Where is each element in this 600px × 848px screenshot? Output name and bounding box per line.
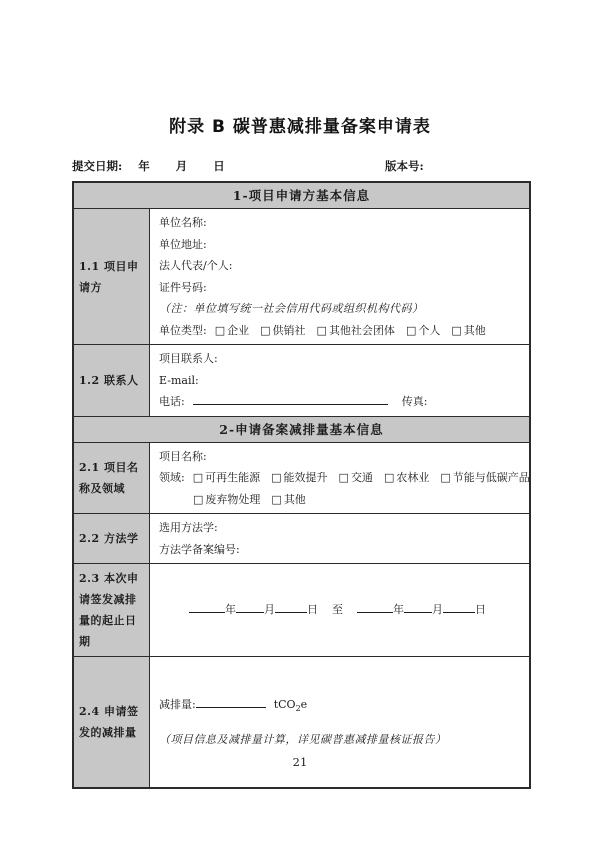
fax-label: 传真: [401, 395, 428, 408]
checkbox-label: 个人 [418, 323, 441, 337]
submit-date-label: 提交日期: [72, 159, 123, 173]
section2-header-row [74, 416, 529, 442]
end-year-blank[interactable] [357, 601, 393, 613]
row-2-3-label: 2.3 本次申请签发减排量的起止日期 [74, 564, 150, 656]
checkbox-label: 交通 [350, 471, 373, 484]
unit-code-note: （注：单位填写统一社会信用代码或组织机构代码） [159, 302, 424, 315]
day-label: 日 [213, 159, 225, 173]
checkbox-label: 企业 [227, 323, 250, 337]
checkbox-icon[interactable]: □ [214, 323, 226, 337]
unit-address-field[interactable]: 单位地址: [159, 237, 207, 251]
checkbox-option[interactable] [406, 324, 440, 337]
checkbox-icon[interactable]: □ [192, 471, 204, 484]
page-title: 附录 B 碳普惠减排量备案申请表 [169, 117, 431, 137]
end-year-label: 年 [393, 603, 404, 617]
methodology-field[interactable]: 选用方法学: [159, 521, 218, 534]
phone-label: 电话: [159, 395, 185, 408]
row-2-4-label: 2.4 申请签发的减排量 [74, 657, 150, 787]
unit-type-options [215, 324, 486, 337]
checkbox-icon[interactable]: □ [193, 492, 204, 506]
checkbox-icon[interactable]: □ [316, 323, 327, 337]
end-day-blank[interactable] [443, 601, 475, 613]
submission-meta-row [72, 158, 531, 176]
checkbox-icon[interactable]: □ [338, 471, 349, 484]
year-label: 年 [138, 159, 150, 173]
checkbox-icon[interactable]: □ [271, 471, 282, 484]
checkbox-option[interactable] [271, 471, 327, 484]
row-2-2-content [150, 514, 529, 563]
start-day-blank[interactable] [275, 601, 307, 613]
section1-header: 1-项目申请方基本信息 [74, 183, 529, 208]
end-month-blank[interactable] [404, 601, 432, 613]
project-contact-field[interactable]: 项目联系人: [159, 352, 218, 365]
row-1-1-content [150, 209, 529, 344]
checkbox-icon[interactable]: □ [383, 471, 395, 484]
phone-blank[interactable] [193, 393, 388, 405]
checkbox-option[interactable] [440, 471, 529, 484]
row-2-2-methodology [74, 513, 529, 563]
crediting-period-line [159, 599, 521, 621]
checkbox-option[interactable] [271, 493, 305, 506]
end-month-label: 月 [432, 603, 443, 617]
row-2-1-project-name-domain [74, 442, 529, 514]
domain-options-group2 [193, 493, 306, 506]
checkbox-icon[interactable]: □ [260, 323, 271, 337]
checkbox-label: 废弃物处理 [205, 492, 261, 506]
checkbox-label: 能效提升 [283, 471, 328, 484]
checkbox-label: 供销社 [272, 323, 306, 337]
legal-representative-field[interactable]: 法人代表/个人: [159, 259, 233, 272]
start-month-blank[interactable] [236, 601, 264, 613]
checkbox-option[interactable] [317, 324, 395, 337]
phone-fax-line [159, 391, 521, 413]
domain-options-group1 [193, 471, 530, 484]
row-2-1-label: 2.1 项目名称及领域 [74, 443, 150, 514]
checkbox-icon[interactable]: □ [440, 471, 451, 484]
reduction-amount-line [159, 694, 521, 720]
checkbox-label: 农林业 [396, 471, 430, 484]
reduction-label: 减排量: [159, 697, 196, 711]
id-number-field[interactable]: 证件号码: [159, 280, 207, 294]
section2-header: 2-申请备案减排量基本信息 [74, 417, 529, 442]
email-field[interactable]: E-mail: [159, 373, 199, 387]
unit-type-label: 单位类型: [159, 323, 207, 337]
to-label: 至 [332, 603, 343, 617]
section1-header-row [74, 183, 529, 208]
row-1-2-contact [74, 344, 529, 416]
checkbox-option[interactable] [384, 471, 429, 484]
row-2-3-content [150, 564, 529, 656]
checkbox-label: 可再生能源 [205, 471, 261, 484]
checkbox-option[interactable] [339, 471, 373, 484]
unit-type-line [159, 320, 521, 342]
application-form-table [72, 181, 531, 789]
checkbox-option[interactable] [260, 324, 305, 337]
end-day-label: 日 [475, 603, 486, 617]
row-1-2-label: 1.2 联系人 [74, 345, 150, 416]
checkbox-icon[interactable]: □ [271, 492, 282, 506]
domain-options-line2 [159, 489, 530, 511]
checkbox-label: 其他 [283, 492, 306, 506]
checkbox-option[interactable] [193, 493, 260, 506]
row-2-1-content [150, 443, 538, 514]
row-2-3-crediting-period [74, 563, 529, 656]
checkbox-label: 其他社会团体 [328, 323, 395, 337]
reduction-unit: tCO$_2$e [273, 697, 308, 714]
start-day-label: 日 [307, 603, 318, 617]
checkbox-option[interactable] [215, 324, 249, 337]
version-label: 版本号: [385, 159, 424, 173]
page-number: 21 [292, 755, 308, 769]
start-month-label: 月 [264, 603, 275, 617]
checkbox-option[interactable] [193, 471, 260, 484]
reduction-note: （项目信息及减排量计算，详见碳普惠减排量核证报告） [159, 732, 447, 746]
methodology-record-no-field[interactable]: 方法学备案编号: [159, 542, 240, 556]
start-year-label: 年 [225, 603, 236, 617]
checkbox-label: 节能与低碳产品 [452, 471, 530, 484]
row-1-2-content [150, 345, 529, 416]
checkbox-icon[interactable]: □ [405, 323, 417, 337]
month-label: 月 [175, 159, 188, 173]
domain-options-line1 [159, 467, 530, 489]
checkbox-icon[interactable]: □ [451, 323, 462, 337]
domain-label: 领域: [159, 471, 185, 484]
start-year-blank[interactable] [189, 601, 225, 613]
row-2-2-label: 2.2 方法学 [74, 514, 150, 563]
row-1-1-label: 1.1 项目申请方 [74, 209, 150, 344]
row-1-1-applicant [74, 208, 529, 344]
checkbox-option[interactable] [451, 324, 485, 337]
project-name-field[interactable]: 项目名称: [159, 449, 207, 463]
checkbox-label: 其他 [463, 323, 486, 337]
reduction-amount-blank[interactable] [196, 696, 266, 708]
unit-name-field[interactable]: 单位名称: [159, 216, 207, 229]
